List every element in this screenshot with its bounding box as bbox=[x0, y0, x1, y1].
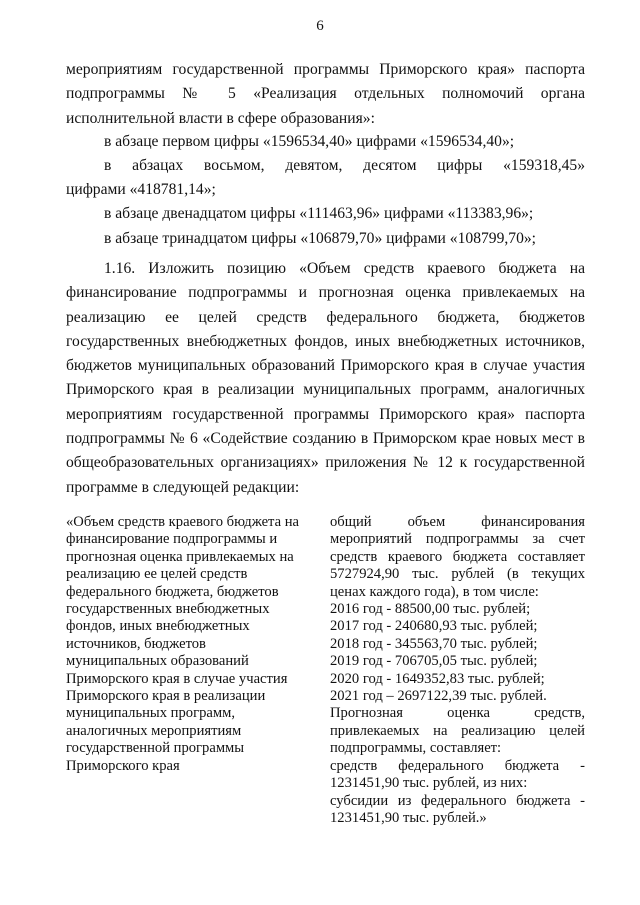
table-cell-line: 5727924,90 тыс. рублей (в текущих bbox=[330, 566, 585, 583]
table-cell-line: мероприятий подпрограммы за счет bbox=[330, 531, 585, 548]
table-cell-line: государственных внебюджетных bbox=[66, 601, 270, 618]
text-line: мероприятиям государственной программы Приморского края» паспорта bbox=[66, 61, 585, 78]
paragraph-subprogram-5 bbox=[66, 58, 585, 131]
table-right-column bbox=[330, 514, 585, 827]
table-cell-line: субсидии из федерального бюджета - bbox=[330, 792, 585, 809]
table-cell-line: средств краевого бюджета составляет bbox=[330, 548, 585, 565]
table-cell-line: 1231451,90 тыс. рублей, из них: bbox=[330, 775, 528, 792]
table-left-column bbox=[66, 514, 310, 775]
table-cell-line: муниципальных образований bbox=[66, 653, 249, 670]
text-line: программе в следующей редакции: bbox=[66, 478, 300, 496]
text-line: мероприятиям государственной программы Приморского края» паспорта bbox=[66, 405, 585, 423]
page-number: 6 bbox=[316, 18, 324, 34]
table-cell-line: источников, бюджетов bbox=[66, 635, 206, 652]
paragraph-amendment-eighth bbox=[66, 154, 585, 203]
table-cell-line: подпрограммы, составляет: bbox=[330, 740, 502, 757]
text-line: подпрограммы № 6 «Содействие созданию в Приморском крае новых мест в bbox=[66, 430, 585, 448]
table-cell-line: 2019 год - 706705,05 тыс. рублей; bbox=[330, 653, 538, 670]
table-cell-line: средств федерального бюджета - bbox=[330, 757, 585, 774]
text-line: 1.16. Изложить позицию «Объем средств краевого бюджета на bbox=[104, 260, 585, 277]
table-cell-line: аналогичных мероприятиям bbox=[66, 722, 242, 739]
table-cell-line: ценах каждого года), в том числе: bbox=[330, 583, 539, 600]
text-line: Приморского края в реализации муниципальных программ, аналогичных bbox=[66, 381, 585, 399]
table-cell-line: привлекаемых на реализацию целей bbox=[330, 722, 585, 739]
paragraph-amendment-first bbox=[66, 130, 585, 154]
table-cell-line: 2018 год - 345563,70 тыс. рублей; bbox=[330, 635, 538, 652]
paragraph-item-1-16 bbox=[66, 257, 585, 500]
text-line: в абзаце двенадцатом цифры «111463,96» цифрами «113383,96»; bbox=[104, 205, 534, 222]
text-line: общеобразовательных организациях» приложения № 12 к государственной bbox=[66, 454, 585, 472]
text-line: цифрами «418781,14»; bbox=[66, 181, 216, 199]
table-cell-line: Приморского края в случае участия bbox=[66, 670, 288, 687]
table-cell-line: общий объем финансирования bbox=[330, 514, 585, 530]
paragraph-amendment-twelfth bbox=[66, 202, 585, 226]
table-cell-line: муниципальных программ, bbox=[66, 705, 235, 722]
table-cell-line: финансирование подпрограммы и bbox=[66, 531, 278, 548]
table-cell-line: 2017 год - 240680,93 тыс. рублей; bbox=[330, 618, 538, 635]
text-line: реализацию ее целей средств федерального бюджета, бюджетов bbox=[66, 308, 585, 326]
text-line: государственных внебюджетных фондов, иных внебюджетных источников, bbox=[66, 332, 585, 350]
text-line: в абзаце первом цифры «1596534,40» цифрами «1596534,40»; bbox=[104, 133, 515, 150]
text-line: исполнительной власти в сфере образования»: bbox=[66, 109, 375, 127]
text-line: бюджетов муниципальных образований Приморского края в случае участия bbox=[66, 357, 585, 375]
table-cell-line: «Объем средств краевого бюджета на bbox=[66, 514, 300, 530]
table-cell-line: Прогнозная оценка средств, bbox=[330, 705, 585, 722]
table-cell-line: Приморского края bbox=[66, 757, 180, 774]
text-line: подпрограммы № 5 «Реализация отдельных полномочий органа bbox=[66, 85, 585, 103]
table-cell-line: Приморского края в реализации bbox=[66, 688, 266, 705]
table-cell-line: фондов, иных внебюджетных bbox=[66, 618, 250, 635]
paragraph-amendment-thirteenth bbox=[66, 227, 585, 251]
text-line: финансирование подпрограммы и прогнозная оценка привлекаемых на bbox=[66, 284, 585, 302]
text-line: в абзацах восьмом, девятом, десятом цифры «159318,45» bbox=[104, 157, 585, 174]
table-cell-line: федерального бюджета, бюджетов bbox=[66, 583, 279, 600]
table-cell-line: государственной программы bbox=[66, 740, 245, 757]
table-cell-line: 2021 год – 2697122,39 тыс. рублей. bbox=[330, 688, 547, 705]
table-cell-line: реализацию ее целей средств bbox=[66, 566, 248, 583]
table-cell-line: 1231451,90 тыс. рублей.» bbox=[330, 809, 487, 826]
table-cell-line: 2016 год - 88500,00 тыс. рублей; bbox=[330, 601, 531, 618]
table-cell-line: 2020 год - 1649352,83 тыс. рублей; bbox=[330, 670, 545, 687]
table-cell-line: прогнозная оценка привлекаемых на bbox=[66, 548, 294, 565]
text-line: в абзаце тринадцатом цифры «106879,70» цифрами «108799,70»; bbox=[104, 230, 537, 247]
